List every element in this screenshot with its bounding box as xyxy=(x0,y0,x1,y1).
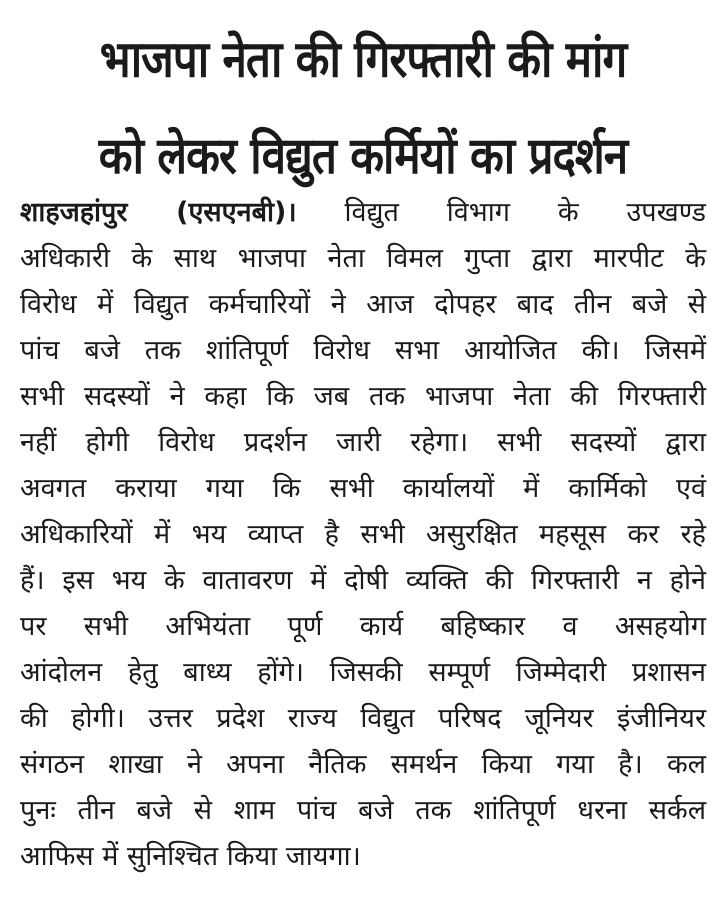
body-line-1-text: विद्युत विभाग के उपखण्ड xyxy=(344,197,706,228)
article-body xyxy=(20,190,706,880)
body-line-10: पर सभी अभियंता पूर्ण कार्य बहिष्कार व असहयोग xyxy=(20,611,706,642)
body-line-5: सभी सदस्यों ने कहा कि जब तक भाजपा नेता की गिरफ्तारी xyxy=(20,381,706,412)
body-line-8: अधिकारियों में भय व्याप्त है सभी असुरक्षित महसूस कर रहे xyxy=(20,519,706,550)
body-line-12: की होगी। उत्तर प्रदेश राज्य विद्युत परिषद जूनियर इंजीनियर xyxy=(20,703,706,734)
body-line-3: विरोध में विद्युत कर्मचारियों ने आज दोपहर बाद तीन बजे से xyxy=(20,289,706,320)
body-line-15: आफिस में सुनिश्चित किया जायगा। xyxy=(20,841,361,872)
body-line-7: अवगत कराया गया कि सभी कार्यालयों में कार्मिको एवं xyxy=(20,473,706,504)
dateline: शाहजहांपुर (एसएनबी)। xyxy=(20,197,297,228)
body-line-14: पुनः तीन बजे से शाम पांच बजे तक शांतिपूर्ण धरना सर्कल xyxy=(20,795,706,826)
headline xyxy=(20,12,706,205)
headline-line-1: भाजपा नेता की गिरफ्तारी की मांग xyxy=(99,30,627,90)
headline-line-2: को लेकर विद्युत कर्मियों का प्रदर्शन xyxy=(98,127,628,186)
body-line-11: आंदोलन हेतु बाध्य होंगे। जिसकी सम्पूर्ण जिम्मेदारी प्रशासन xyxy=(20,657,706,688)
body-line-9: हैं। इस भय के वातावरण में दोषी व्यक्ति की गिरफ्तारी न होने xyxy=(20,565,706,596)
body-line-13: संगठन शाखा ने अपना नैतिक समर्थन किया गया है। कल xyxy=(20,749,706,780)
body-line-6: नहीं होगी विरोध प्रदर्शन जारी रहेगा। सभी सदस्यों द्वारा xyxy=(20,427,706,458)
body-line-2: अधिकारी के साथ भाजपा नेता विमल गुप्ता द्वारा मारपीट के xyxy=(20,243,706,274)
body-line-4: पांच बजे तक शांतिपूर्ण विरोध सभा आयोजित की। जिसमें xyxy=(20,335,706,366)
